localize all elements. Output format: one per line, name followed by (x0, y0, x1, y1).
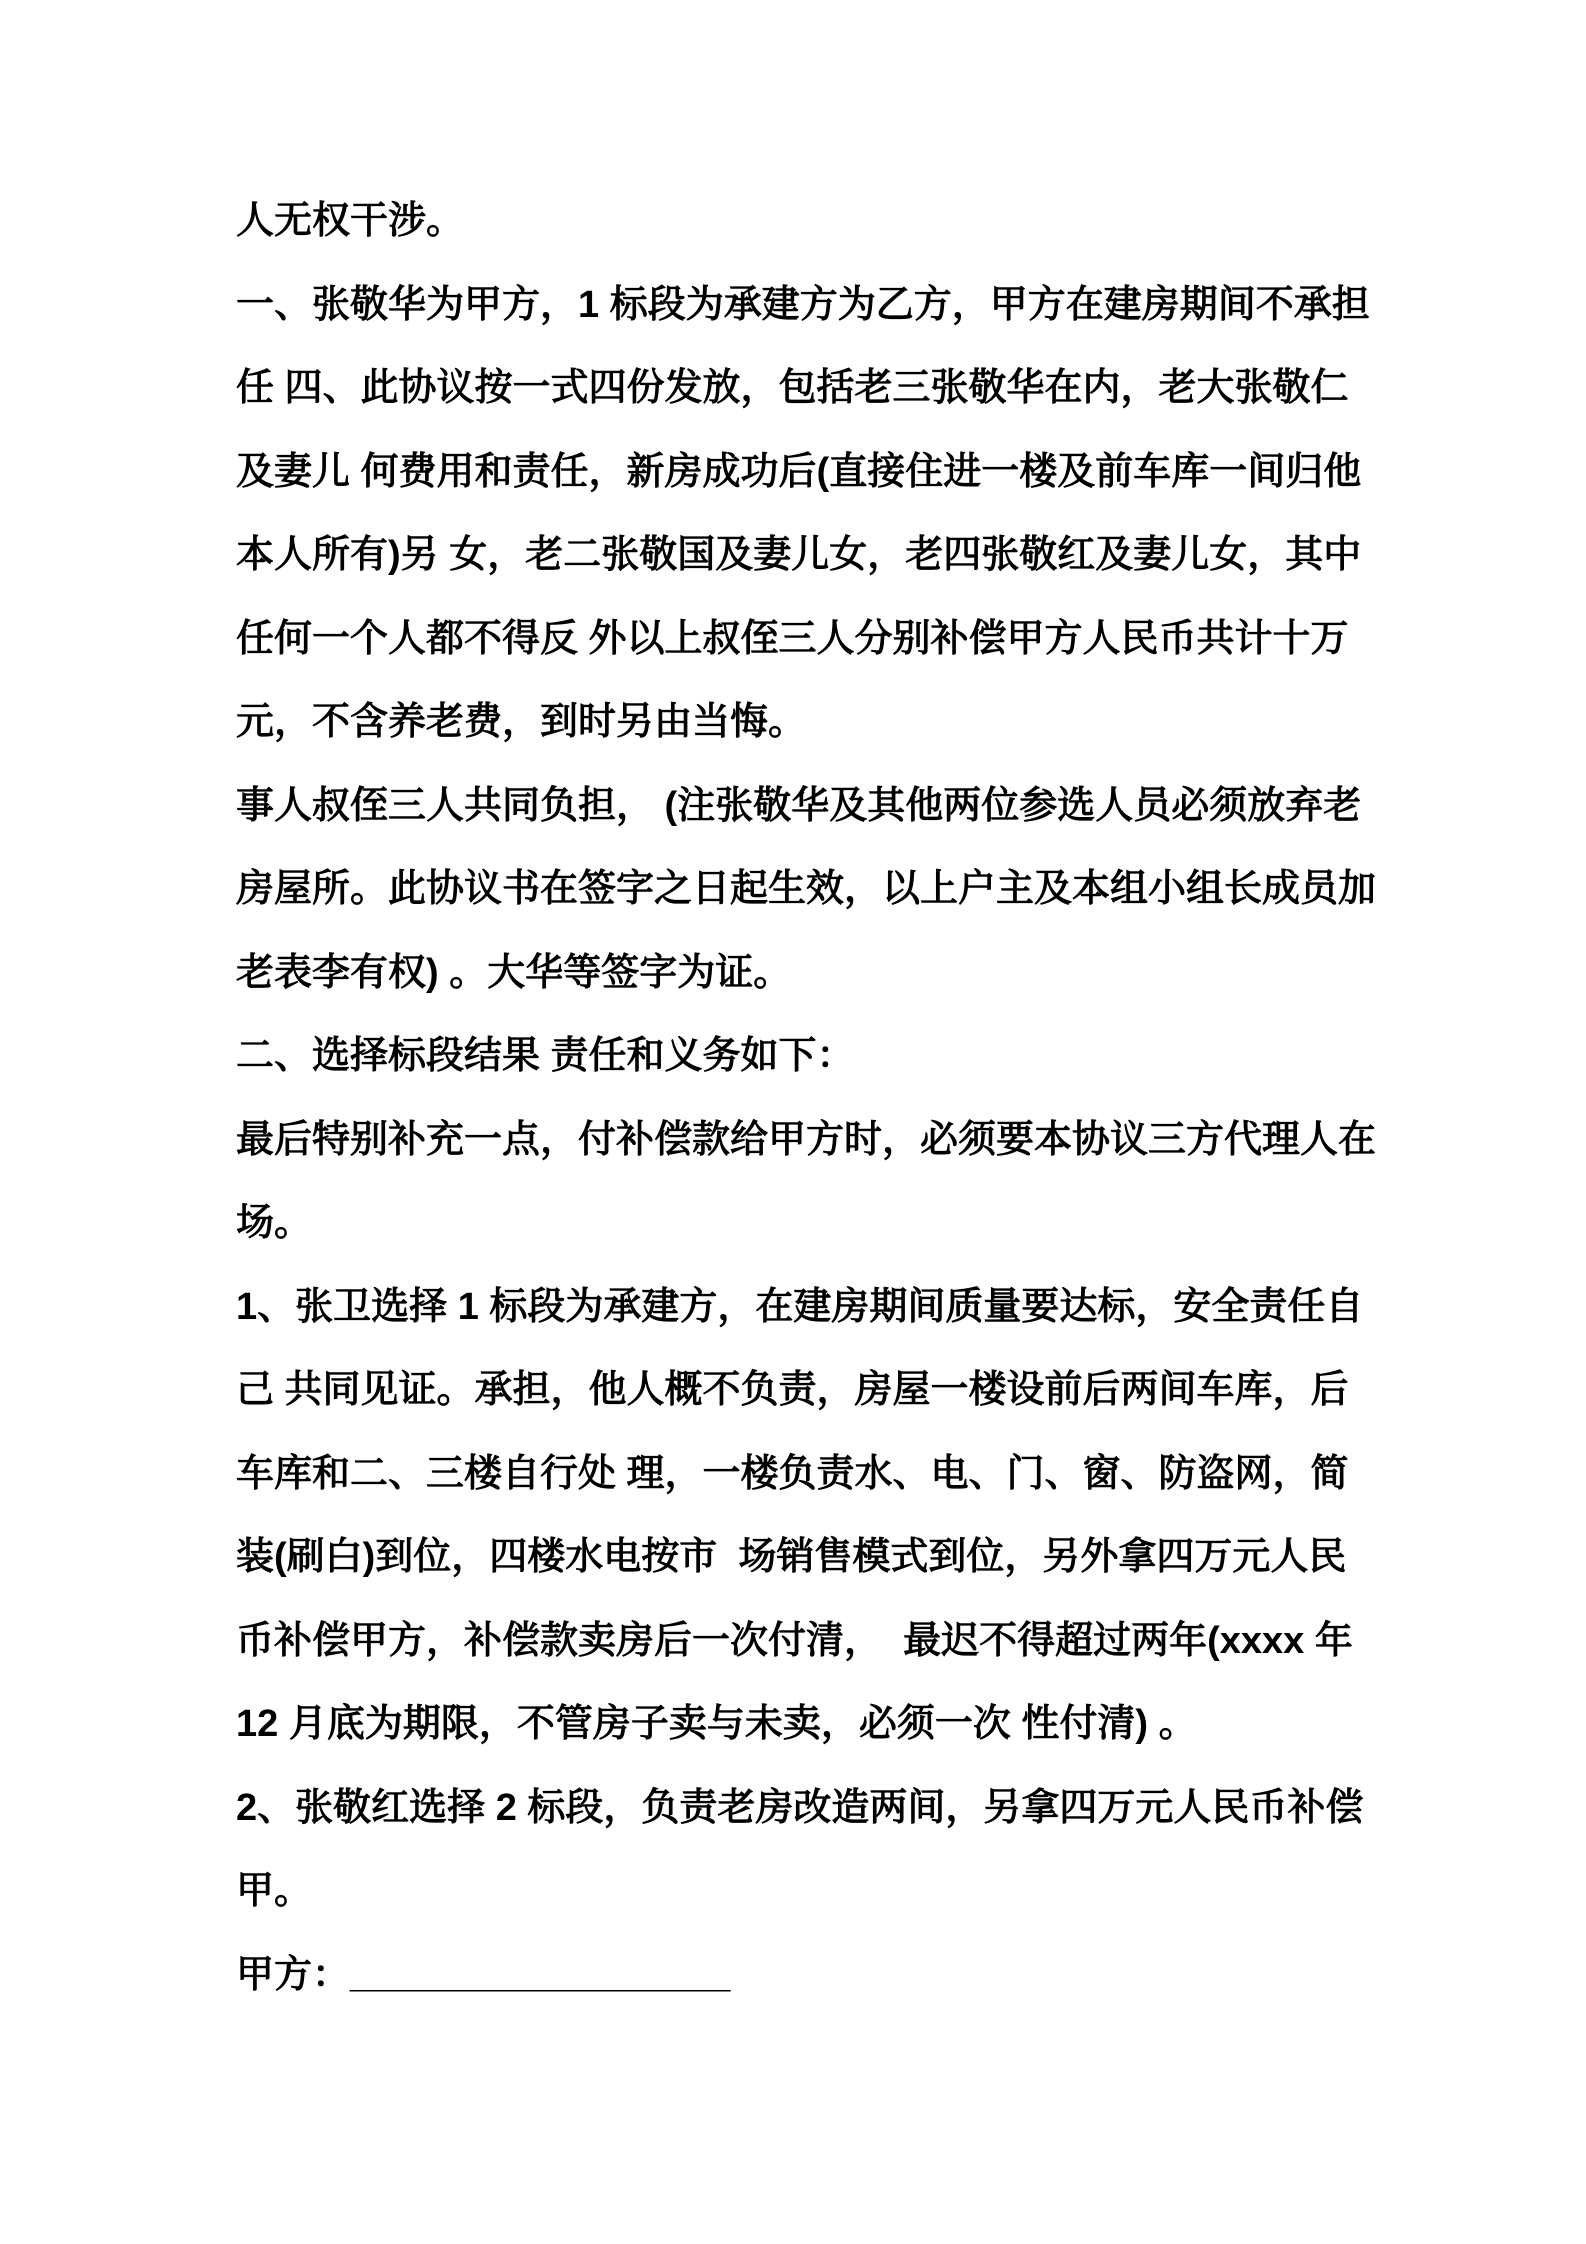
text-line-21: 甲。 (236, 1870, 313, 1912)
text-line-18: 币补偿甲方，补偿款卖房后一次付清， 最迟不得超过两年(xxxx 年 (236, 1619, 1353, 1662)
text-line-6: 任何一个人都不得反 外以上叔侄三人分别补偿甲方人民币共计十万 (236, 617, 1349, 660)
text-line-19: 12 月底为期限，不管房子卖与未卖，必须一次 性付清) 。 (236, 1703, 1197, 1745)
text-line-14: 1、张卫选择 1 标段为承建方，在建房期间质量要达标，安全责任自 (236, 1285, 1364, 1328)
text-line-16: 车库和二、三楼自行处 理，一楼负责水、电、门、窗、防盗网，简 (236, 1452, 1349, 1495)
text-line-20: 2、张敬红选择 2 标段，负责老房改造两间，另拿四万元人民币补偿 (236, 1786, 1364, 1829)
text-line-17: 装(刷白)到位，四楼水电按市 场销售模式到位，另外拿四万元人民 (236, 1536, 1347, 1578)
text-line-9: 房屋所。此协议书在签字之日起生效，以上户主及本组小组长成员加 (236, 868, 1377, 910)
text-line-13: 场。 (236, 1202, 313, 1244)
text-line-8: 事人叔侄三人共同负担， (注张敬华及其他两位参选人员必须放弃老 (236, 784, 1362, 827)
text-line-1: 人无权干涉。 (236, 200, 465, 242)
text-line-4: 及妻儿 何费用和责任，新房成功后(直接住进一楼及前车库一间归他 (236, 450, 1362, 493)
text-line-10: 老表李有权) 。大华等签字为证。 (236, 951, 792, 994)
text-line-5: 本人所有)另 女，老二张敬国及妻儿女，老四张敬红及妻儿女，其中 (236, 534, 1362, 576)
text-line-3: 任 四、此协议按一式四份发放，包括老三张敬华在内，老大张敬仁 (236, 367, 1349, 409)
text-line-15: 己 共同见证。承担，他人概不负责，房屋一楼设前后两间车库，后 (236, 1369, 1349, 1411)
text-line-12: 最后特别补充一点，付补偿款给甲方时，必须要本协议三方代理人在 (236, 1118, 1377, 1161)
text-line-11: 二、选择标段结果 责任和义务如下： (236, 1035, 855, 1077)
text-line-7: 元，不含养老费，到时另由当悔。 (236, 701, 807, 743)
signature-line-party-a: 甲方：__________________ (236, 1953, 731, 1996)
text-line-2: 一、张敬华为甲方，1 标段为承建方为乙方，甲方在建房期间不承担 (236, 283, 1370, 326)
document-body-text (236, 180, 1396, 2017)
